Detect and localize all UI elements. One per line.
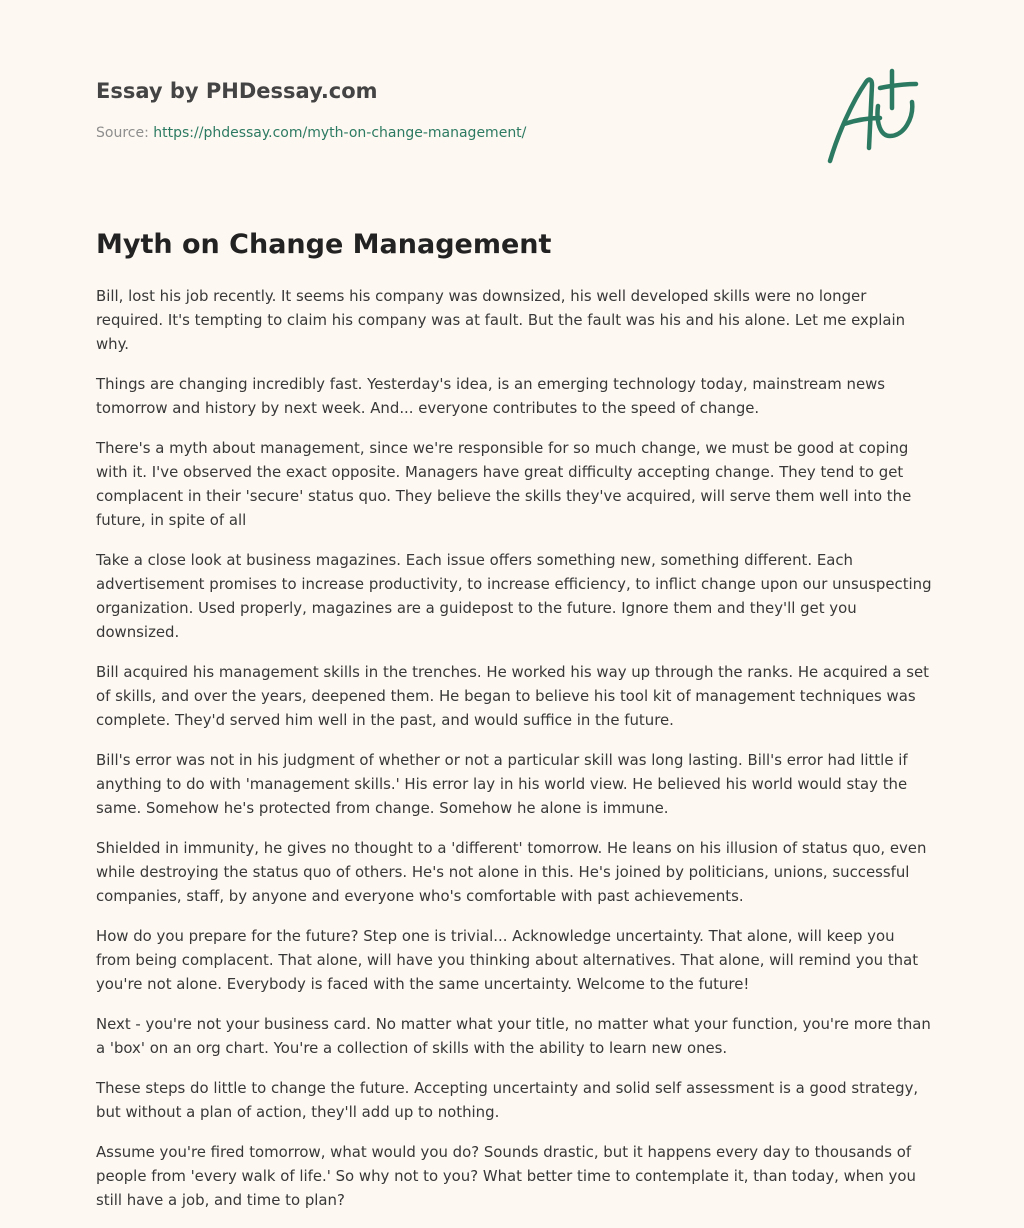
essay-paragraph: Shielded in immunity, he gives no thought to a 'different' tomorrow. He leans on his illusion of status quo, even while destroying the status quo of others. He's not alone in this. He's joined by politicians, unions, successful companies, staff, by anyone and everyone who's comfortable with past achievements.: [96, 839, 927, 905]
source-label: Source:: [96, 125, 154, 141]
essay-paragraph: There's a myth about management, since we're responsible for so much change, we must be good at coping with it. I've observed the exact opposite. Managers have great difficulty accepting change. They tend to get complacent in their 'secure' status quo. They believe the skills they've acquired, will serve them well into the future, in spite of all: [96, 439, 912, 529]
essay-paragraph: Bill acquired his management skills in the trenches. He worked his way up through the ranks. He acquired a set of skills, and over the years, deepened them. He began to believe his tool kit of management techniques was complete. They'd served him well in the past, and would suffice in the future.: [96, 663, 930, 729]
source-link[interactable]: https://phdessay.com/myth-on-change-management/: [153, 125, 527, 141]
essay-paragraph: Next - you're not your business card. No matter what your title, no matter what your function, you're more than a 'box' on an org chart. You're a collection of skills with the ability to learn new ones.: [96, 1015, 931, 1057]
essay-paragraph: How do you prepare for the future? Step one is trivial... Acknowledge uncertainty. That alone, will keep you from being complacent. That alone, will have you thinking about alternatives. That alone, will remind you that you're not alone. Everybody is faced with the same uncertainty. Welcome to the future!: [96, 927, 919, 993]
essay-paragraph: Take a close look at business magazines. Each issue offers something new, something different. Each advertisement promises to increase productivity, to increase efficiency, to inflict change upon our unsuspecting organization. Used properly, magazines are a guidepost to the future. Ignore them and they'll get you downsized.: [96, 551, 932, 641]
essay-body: [96, 284, 932, 1228]
essay-paragraph: Bill, lost his job recently. It seems his company was downsized, his well developed skills were no longer required. It's tempting to claim his company was at fault. But the fault was his and his alone. Let me explain why.: [96, 287, 906, 353]
a-plus-logo-icon: [824, 66, 928, 166]
page-header: [96, 62, 928, 172]
essay-paragraph: Bill's error was not in his judgment of whether or not a particular skill was long lasting. Bill's error had little if anything to do with 'management skills.' His error lay in his world view. He believed his world would stay the same. Somehow he's protected from change. Somehow he alone is immune.: [96, 751, 908, 817]
brand-title: Essay by PHDessay.com: [96, 79, 378, 103]
essay-paragraph: These steps do little to change the future. Accepting uncertainty and solid self assessment is a good strategy, but without a plan of action, they'll add up to nothing.: [96, 1079, 919, 1121]
essay-title: Myth on Change Management: [96, 229, 552, 260]
essay-paragraph: Things are changing incredibly fast. Yesterday's idea, is an emerging technology today, mainstream news tomorrow and history by next week. And... everyone contributes to the speed of change.: [96, 375, 886, 417]
essay-paragraph: Assume you're fired tomorrow, what would you do? Sounds drastic, but it happens every day to thousands of people from 'every walk of life.' So why not to you? What better time to contemplate it, than today, when you still have a job, and time to plan?: [96, 1143, 916, 1209]
source-line: [96, 123, 526, 143]
